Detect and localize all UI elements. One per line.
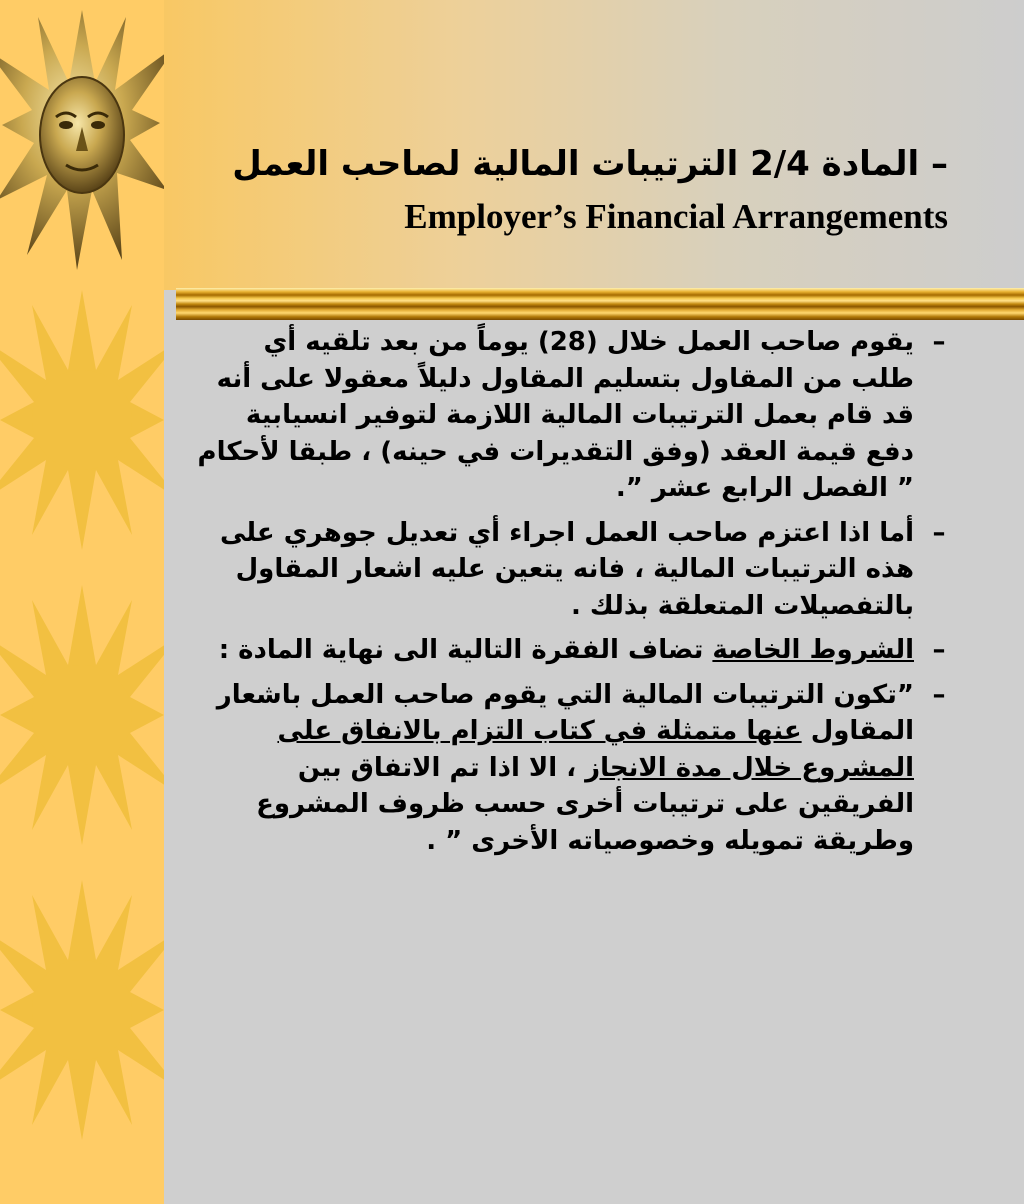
bullet-text: أما اذا اعتزم صاحب العمل اجراء أي تعديل جوهري على هذه الترتيبات المالية ، فانه يتعين عليه اشعار المقاول بالتفصيلات المتعلقة بذلك . [219,517,914,621]
bullet-text-after: ، الا اذا تم الاتفاق بين الفريقين على ترتيبات أخرى حسب ظروف المشروع وطريقة تمويله وخصوصياته الأخرى ” . [256,752,914,856]
bullet-dash: – [932,517,946,548]
bullet-item [194,632,954,669]
title-arabic: – المادة 2/4 الترتيبات المالية لصاحب العمل [232,144,948,184]
sun-icon [0,285,164,555]
bullet-item [194,677,954,860]
gold-divider [176,288,1024,320]
slide-body [194,324,954,867]
sidebar-decoration [0,0,164,1204]
bullet-item [194,515,954,625]
bullet-text: يقوم صاحب العمل خلال (28) يوماً من بعد تلقيه أي طلب من المقاول بتسليم المقاول دليلاً معقولا على أنه قد قام بعمل الترتيبات المالية اللازمة لتوفير انسيابية دفع قيمة العقد (وفق التقديرات في حينه) ، طبقا لأحكام ” الفصل الرابع عشر ”. [197,327,914,503]
bullet-dash: – [932,327,946,357]
bullet-underlined-text: الشروط الخاصة [712,635,914,665]
gold-sun-face-icon [0,0,164,270]
bullet-underlined-text: عنها متمثلة في كتاب التزام بالانفاق على المشروع خلال مدة الانجاز [277,716,914,783]
sun-icon [0,875,164,1145]
bullet-dash: – [932,635,946,665]
slide-title [180,140,948,242]
bullet-text: ”تكون الترتيبات المالية التي يقوم صاحب العمل باشعار المقاول [216,679,914,746]
bullet-dash: – [932,679,946,710]
sun-icon [0,580,164,850]
bullet-text: تضاف الفقرة التالية الى نهاية المادة : [218,635,713,665]
title-english: Employer’s Financial Arrangements [404,197,948,236]
bullet-item [194,324,954,507]
